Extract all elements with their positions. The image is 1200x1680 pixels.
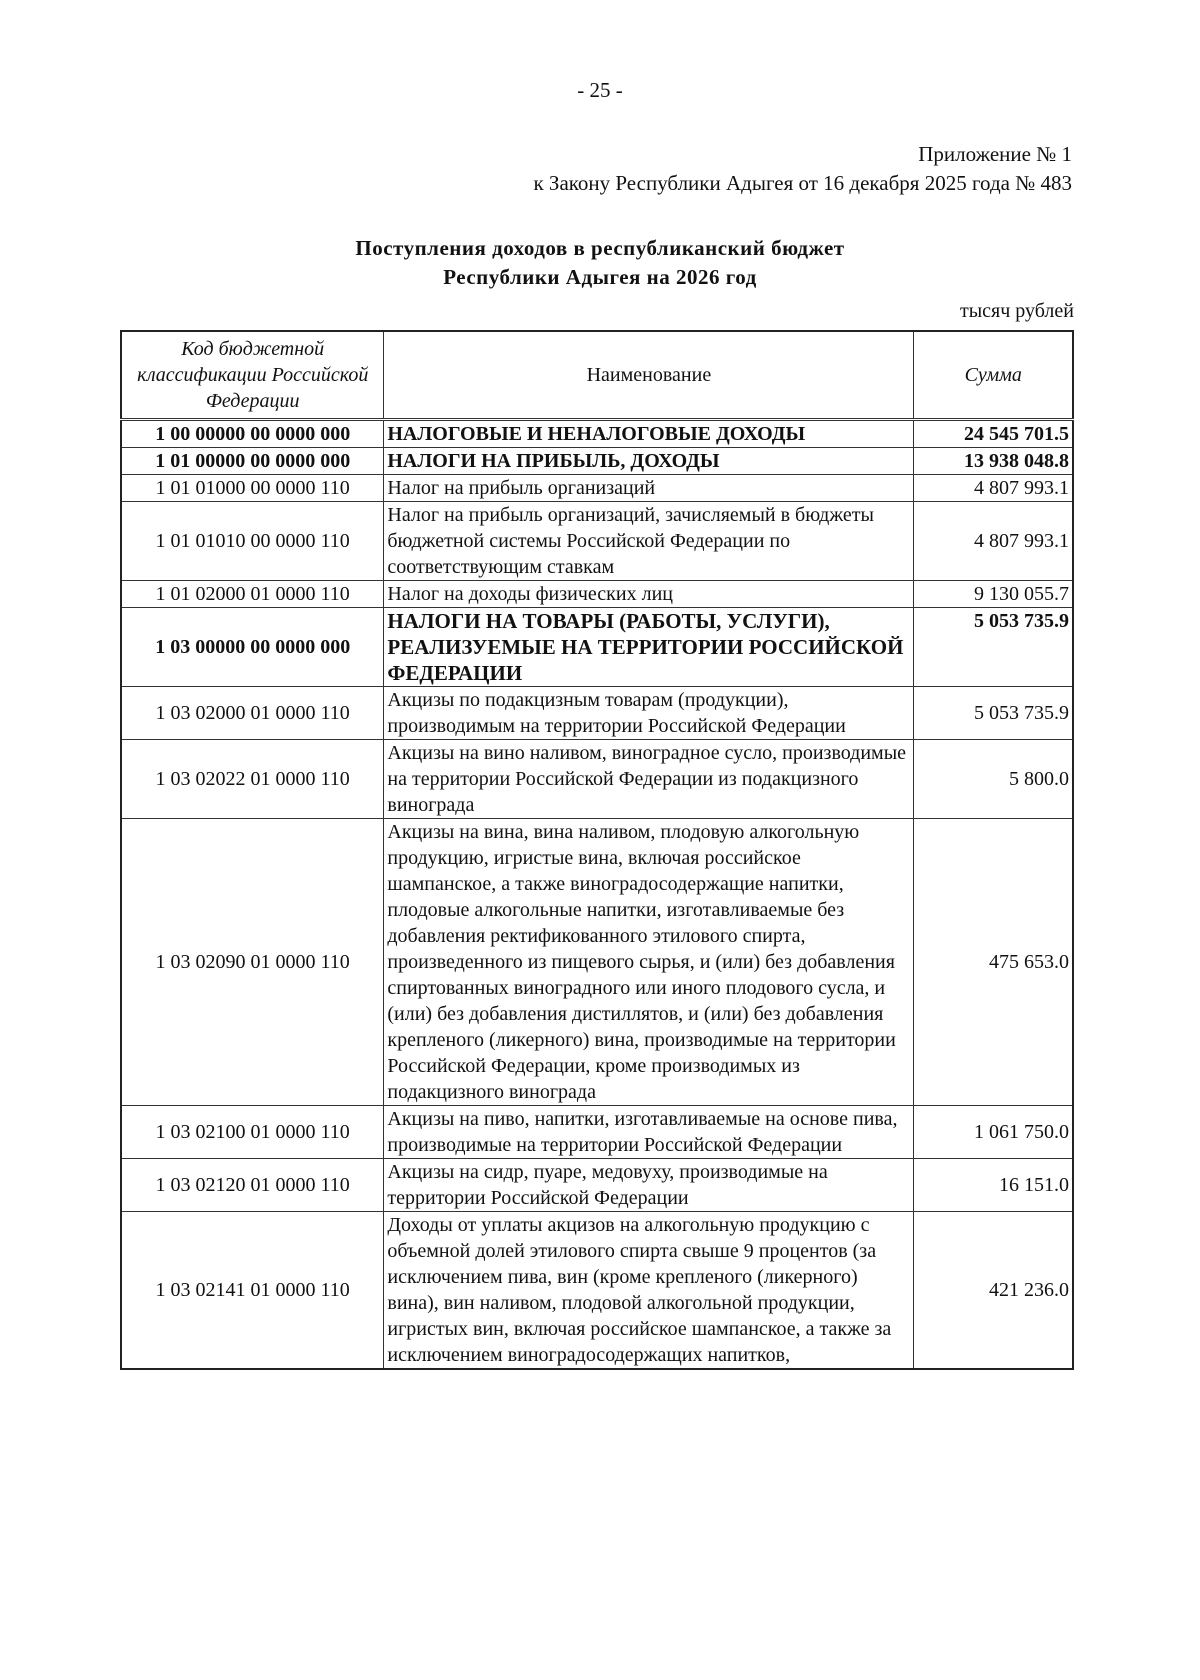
appendix-reference	[533, 140, 1072, 198]
row-sum: 13 938 048.8	[914, 448, 1073, 475]
page-number: - 25 -	[577, 78, 623, 102]
appendix-line-2: к Закону Республики Адыгея от 16 декабря 2025 года № 483	[533, 171, 1072, 195]
row-code: 1 01 01010 00 0000 110	[121, 502, 384, 581]
budget-income-table	[120, 330, 1074, 1370]
document-title	[0, 234, 1200, 292]
table-header-row	[121, 331, 1073, 420]
row-code: 1 01 00000 00 0000 000	[121, 448, 384, 475]
table-row	[121, 687, 1073, 740]
table-row	[121, 448, 1073, 475]
row-name: НАЛОГОВЫЕ И НЕНАЛОГОВЫЕ ДОХОДЫ	[384, 420, 914, 448]
header-code: Код бюджетной классификации Российской Федерации	[121, 331, 384, 420]
table-row	[121, 1106, 1073, 1159]
row-code: 1 03 02120 01 0000 110	[121, 1159, 384, 1212]
table-row	[121, 819, 1073, 1106]
row-code: 1 03 02090 01 0000 110	[121, 819, 384, 1106]
row-sum: 5 053 735.9	[914, 687, 1073, 740]
document-title-line-2: Республики Адыгея на 2026 год	[443, 265, 757, 289]
row-code: 1 01 02000 01 0000 110	[121, 581, 384, 608]
row-code: 1 03 00000 00 0000 000	[121, 608, 384, 687]
row-name: Акцизы на вина, вина наливом, плодовую алкогольную продукцию, игристые вина, включая российское шампанское, а также виноградосодержащие напитки, плодовые алкогольные напитки, изготавливаемые без добавления ректификованного этилового спирта, произведенного из пищевого сырья, и (или) без добавления спиртованных виноградного или иного плодового сусла, и (или) без добавления дистиллятов, и (или) без добавления крепленого (ликерного) вина, производимые на территории Российской Федерации, кроме производимых из подакцизного винограда	[384, 819, 914, 1106]
document-title-line-1: Поступления доходов в республиканский бюджет	[355, 236, 845, 260]
table-row	[121, 502, 1073, 581]
row-code: 1 03 02141 01 0000 110	[121, 1212, 384, 1370]
row-sum: 421 236.0	[914, 1212, 1073, 1370]
row-name: НАЛОГИ НА ПРИБЫЛЬ, ДОХОДЫ	[384, 448, 914, 475]
table-row	[121, 608, 1073, 687]
row-code: 1 03 02100 01 0000 110	[121, 1106, 384, 1159]
row-code: 1 01 01000 00 0000 110	[121, 475, 384, 502]
table-row	[121, 1159, 1073, 1212]
row-code: 1 03 02022 01 0000 110	[121, 740, 384, 819]
table-row	[121, 740, 1073, 819]
row-sum: 16 151.0	[914, 1159, 1073, 1212]
table-row	[121, 581, 1073, 608]
row-code: 1 03 02000 01 0000 110	[121, 687, 384, 740]
row-sum: 24 545 701.5	[914, 420, 1073, 448]
row-name: Акцизы на вино наливом, виноградное сусло, производимые на территории Российской Федерации из подакцизного винограда	[384, 740, 914, 819]
row-name: Налог на доходы физических лиц	[384, 581, 914, 608]
row-name: Акцизы на пиво, напитки, изготавливаемые на основе пива, производимые на территории Российской Федерации	[384, 1106, 914, 1159]
header-name: Наименование	[384, 331, 914, 420]
row-name: Акцизы на сидр, пуаре, медовуху, производимые на территории Российской Федерации	[384, 1159, 914, 1212]
row-name: Налог на прибыль организаций	[384, 475, 914, 502]
row-name: Акцизы по подакцизным товарам (продукции), производимым на территории Российской Федерации	[384, 687, 914, 740]
row-sum: 4 807 993.1	[914, 475, 1073, 502]
row-name: Налог на прибыль организаций, зачисляемый в бюджеты бюджетной системы Российской Федерации по соответствующим ставкам	[384, 502, 914, 581]
header-sum: Сумма	[914, 331, 1073, 420]
table-row	[121, 475, 1073, 502]
row-name: Доходы от уплаты акцизов на алкогольную продукцию с объемной долей этилового спирта свыше 9 процентов (за исключением пива, вин (кроме крепленого (ликерного) вина), вин наливом, плодовой алкогольной продукции, игристых вин, включая российское шампанское, а также за исключением виноградосодержащих напитков,	[384, 1212, 914, 1370]
row-name: НАЛОГИ НА ТОВАРЫ (РАБОТЫ, УСЛУГИ), РЕАЛИЗУЕМЫЕ НА ТЕРРИТОРИИ РОССИЙСКОЙ ФЕДЕРАЦИИ	[384, 608, 914, 687]
units-label: тысяч рублей	[959, 300, 1074, 322]
table-row	[121, 420, 1073, 448]
row-sum: 5 800.0	[914, 740, 1073, 819]
row-sum: 5 053 735.9	[914, 608, 1073, 687]
row-code: 1 00 00000 00 0000 000	[121, 420, 384, 448]
row-sum: 9 130 055.7	[914, 581, 1073, 608]
row-sum: 475 653.0	[914, 819, 1073, 1106]
row-sum: 1 061 750.0	[914, 1106, 1073, 1159]
table-row	[121, 1212, 1073, 1370]
appendix-line-1: Приложение № 1	[918, 142, 1072, 166]
row-sum: 4 807 993.1	[914, 502, 1073, 581]
